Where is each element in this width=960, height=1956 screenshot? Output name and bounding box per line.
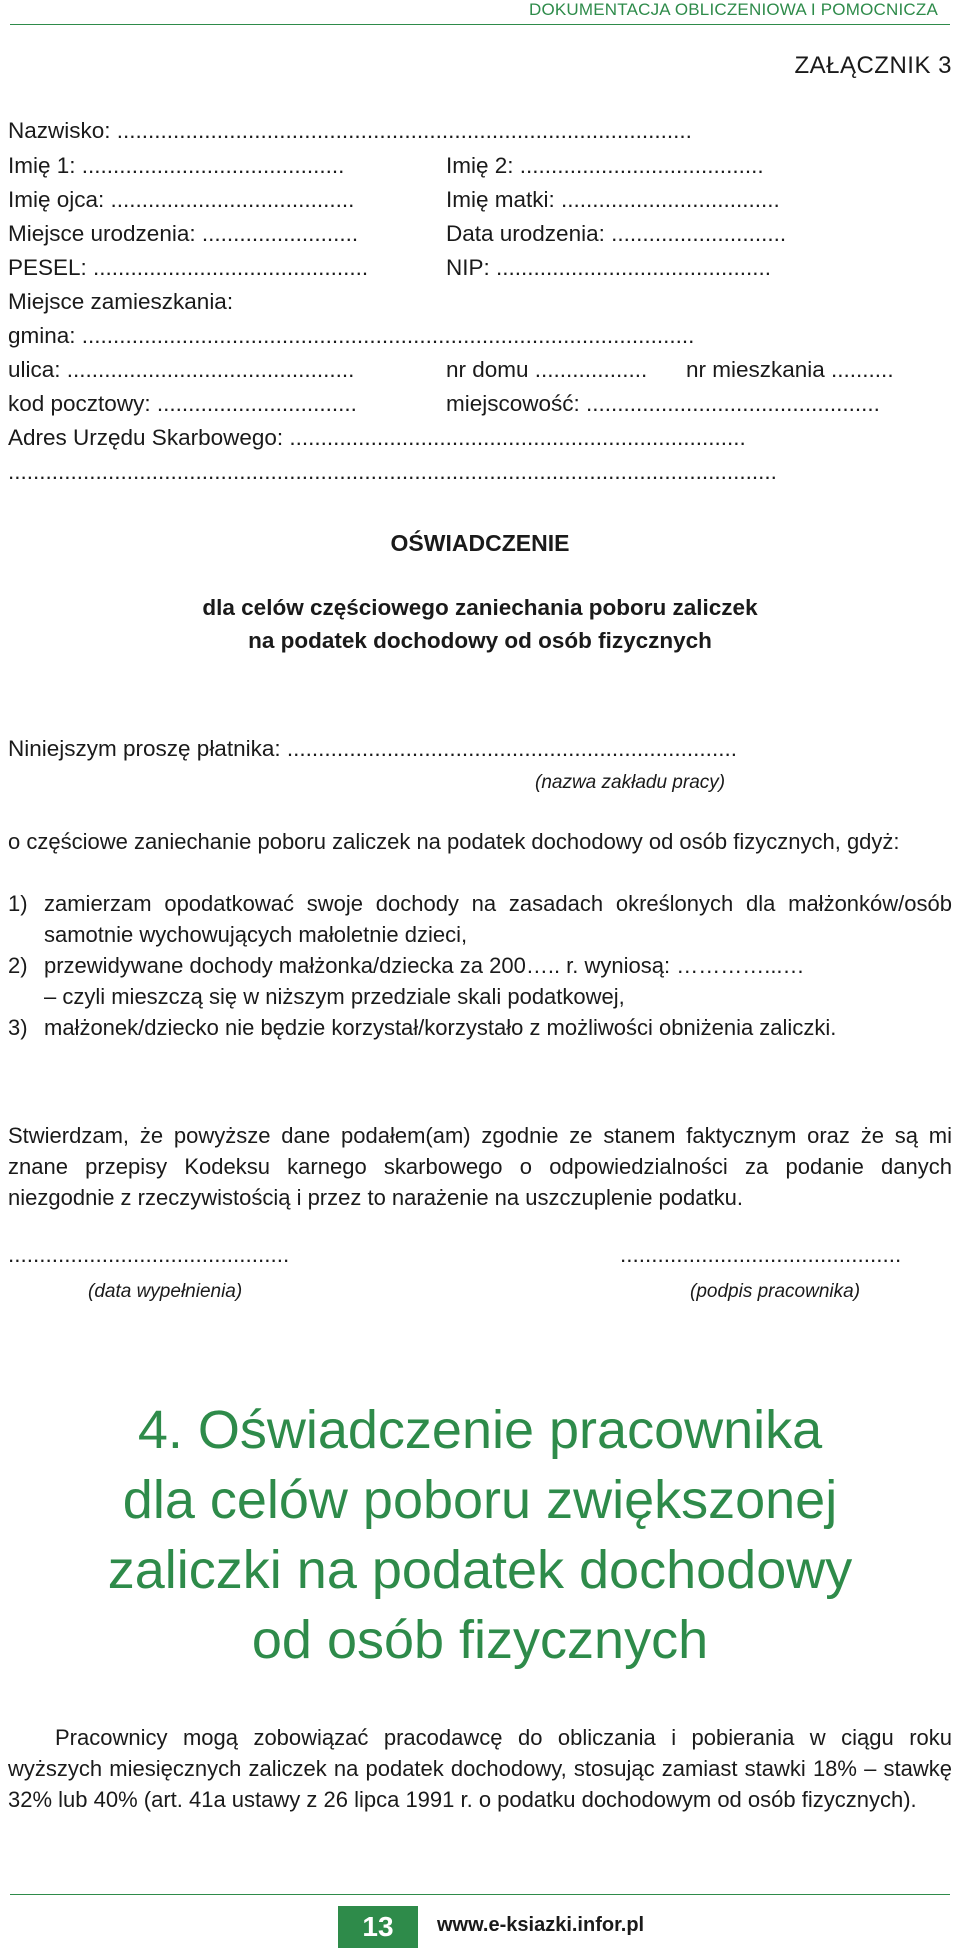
- father-name-field: Imię ojca: .......................................: [8, 187, 355, 212]
- list-item-text: małżonek/dziecko nie będzie korzystał/korzystało z możliwości obniżenia zaliczki.: [44, 1015, 837, 1040]
- list-item-text: zamierzam opodatkować swoje dochody na zasadach określonych dla małżonków/osób samotnie wychowujących małoletnie dzieci,: [44, 891, 952, 947]
- signature-caption: (podpis pracownika): [690, 1281, 861, 1302]
- section-4-body: Pracownicy mogą zobowiązać pracodawcę do obliczania i pobierania w ciągu roku wyższych miesięcznych zaliczek na podatek dochodowy, stosując zamiast stawki 18% – stawkę 32% lub 40% (art. 41a ustawy z 26 lipca 1991 r. o podatku dochodowym od osób fizycznych).: [8, 1725, 952, 1812]
- list-item-1: [8, 888, 952, 950]
- first-name-1-field: Imię 1: ..........................................: [8, 153, 345, 178]
- attachment-label: ZAŁĄCZNIK 3: [794, 52, 952, 79]
- flat-number-field: nr mieszkania ..........: [686, 357, 894, 382]
- commune-field: gmina: ..................................................................................................: [8, 323, 695, 348]
- heading-line: dla celów poboru zwiększonej: [122, 1470, 838, 1530]
- pesel-field: PESEL: ............................................: [8, 255, 369, 280]
- statement-intro: o częściowe zaniechanie poboru zaliczek na podatek dochodowy od osób fizycznych, gdyż:: [8, 829, 900, 854]
- date-caption: (data wypełnienia): [88, 1281, 243, 1302]
- tax-office-continuation: ...........................................................................................................................: [8, 459, 777, 484]
- postal-code-field: kod pocztowy: ................................: [8, 391, 357, 416]
- list-item-number: 2): [8, 953, 28, 978]
- statement-subtitle-2: na podatek dochodowy od osób fizycznych: [248, 628, 712, 653]
- list-item-number: 1): [8, 891, 28, 916]
- tax-office-field: Adres Urzędu Skarbowego: .........................................................................: [8, 425, 746, 450]
- heading-line: 4. Oświadczenie pracownika: [137, 1400, 823, 1460]
- mother-name-field: Imię matki: ...................................: [446, 187, 780, 212]
- surname-field: Nazwisko: ............................................................................................: [8, 118, 692, 143]
- list-item-2-continuation: [8, 981, 952, 1012]
- house-number-field: nr domu ..................: [446, 357, 648, 382]
- heading-line: od osób fizycznych: [251, 1610, 709, 1670]
- nip-field: NIP: ............................................: [446, 255, 772, 280]
- birth-date-field: Data urodzenia: ............................: [446, 221, 787, 246]
- statement-title: OŚWIADCZENIE: [390, 530, 570, 556]
- signature-dots: .............................................: [620, 1242, 902, 1267]
- section-4-heading: [0, 1395, 960, 1675]
- statement-subtitle-1: dla celów częściowego zaniechania poboru zaliczek: [202, 595, 758, 620]
- declaration-paragraph: Stwierdzam, że powyższe dane podałem(am) zgodnie ze stanem faktycznym oraz że są mi znane przepisy Kodeksu karnego skarbowego o odpowiedzialności za podanie danych niezgodnie z rzeczywistością i przez to narażenie na uszczuplenie podatku.: [8, 1123, 952, 1210]
- first-name-2-field: Imię 2: .......................................: [446, 153, 764, 178]
- list-item-3: [8, 1012, 952, 1043]
- footer-website: www.e-ksiazki.infor.pl: [437, 1914, 645, 1936]
- list-item-text: przewidywane dochody małżonka/dziecka za 200….. r. wyniosą: …………...…: [44, 953, 805, 978]
- footer-rule: [10, 1894, 950, 1895]
- heading-line: zaliczki na podatek dochodowy: [107, 1540, 853, 1600]
- running-header: DOKUMENTACJA OBLICZENIOWA I POMOCNICZA: [10, 0, 950, 25]
- employer-request-field: Niniejszym proszę płatnika: ........................................................................: [8, 736, 737, 761]
- list-item-number: 3): [8, 1015, 28, 1040]
- city-field: miejscowość: ...............................................: [446, 391, 880, 416]
- date-dots: .............................................: [8, 1242, 290, 1267]
- residence-label: Miejsce zamieszkania:: [8, 289, 234, 314]
- birth-place-field: Miejsce urodzenia: .........................: [8, 221, 359, 246]
- list-item-text: – czyli mieszczą się w niższym przedziale skali podatkowej,: [44, 984, 625, 1009]
- list-item-2: [8, 950, 952, 981]
- page-number: 13: [338, 1906, 418, 1948]
- employer-caption: (nazwa zakładu pracy): [535, 772, 726, 793]
- street-field: ulica: ..............................................: [8, 357, 355, 382]
